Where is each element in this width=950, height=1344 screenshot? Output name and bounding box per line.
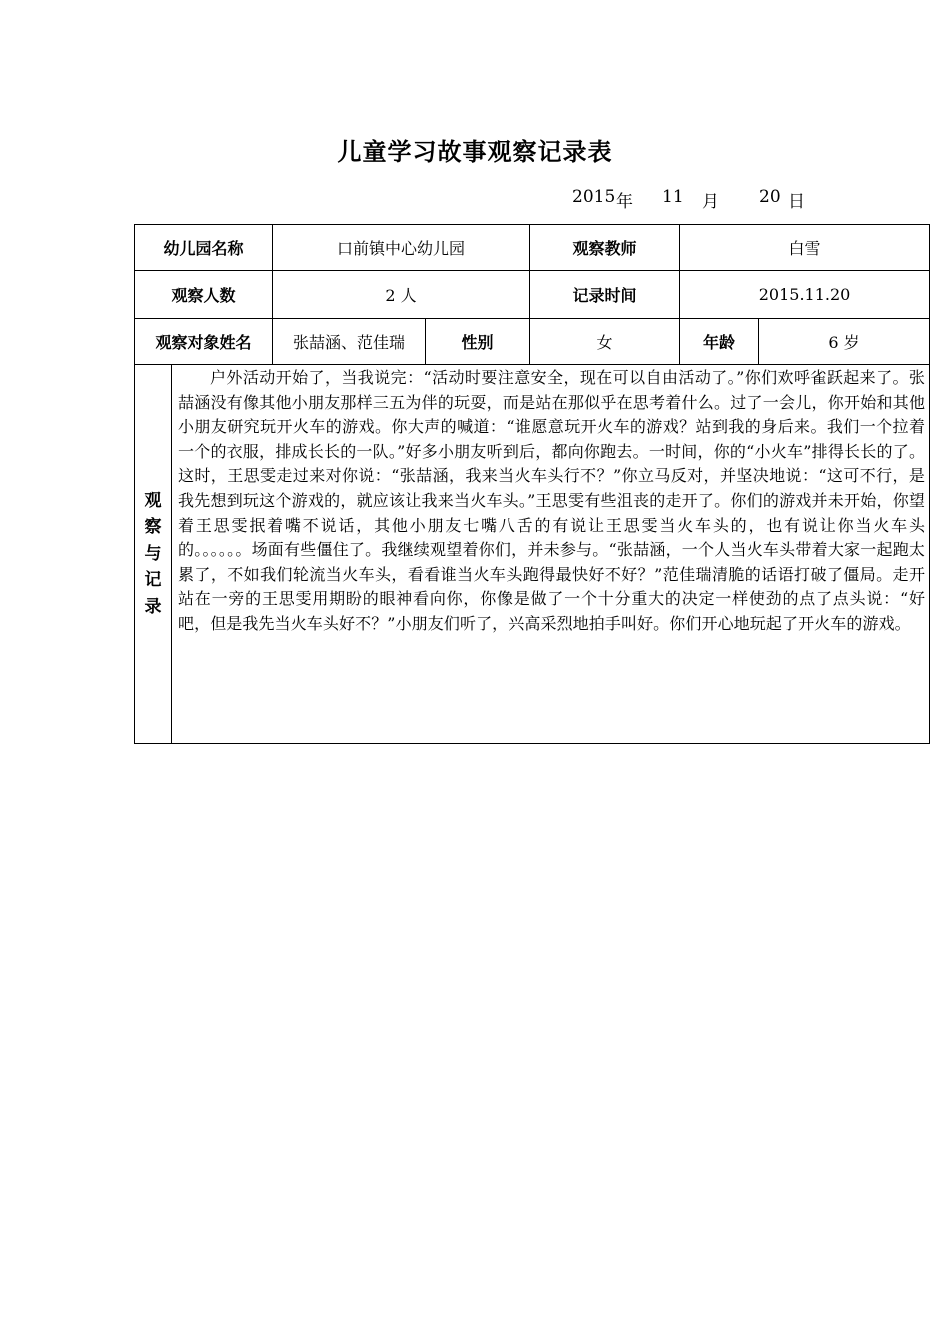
observed-count-value: 2 人 — [273, 271, 530, 319]
observation-record-cell — [172, 365, 930, 744]
teacher-label: 观察教师 — [530, 225, 680, 271]
page-title: 儿童学习故事观察记录表 — [337, 138, 613, 166]
date-year-unit: 年 — [616, 192, 633, 212]
record-label-char: 察 — [144, 517, 162, 538]
kindergarten-label: 幼儿园名称 — [135, 225, 273, 271]
date-year: 2015 — [572, 187, 616, 207]
date-day-unit: 日 — [788, 192, 805, 212]
record-time-label: 记录时间 — [530, 271, 680, 319]
table-row — [135, 225, 930, 271]
teacher-value: 白雪 — [680, 225, 930, 271]
date-month-unit: 月 — [702, 192, 719, 212]
record-label-char: 录 — [144, 596, 162, 617]
subject-name-label: 观察对象姓名 — [135, 319, 273, 365]
observation-record-label — [135, 365, 172, 744]
age-value: 6 岁 — [759, 319, 930, 365]
record-label-char: 与 — [144, 543, 162, 564]
observed-count-label: 观察人数 — [135, 271, 273, 319]
gender-label: 性别 — [426, 319, 530, 365]
date-month: 11 — [662, 187, 684, 207]
age-label: 年龄 — [680, 319, 759, 365]
record-time-value: 2015.11.20 — [680, 271, 930, 319]
observation-record-text: 户外活动开始了，当我说完：“活动时要注意安全，现在可以自由活动了。”你们欢呼雀跃起来了。张喆涵没有像其他小朋友那样三五为伴的玩耍，而是站在那似乎在思考着什么。过了一会儿，你开始和其他小朋友研究玩开火车的游戏。你大声的喊道：“谁愿意玩开火车的游戏？站到我的身后来。我们一个拉着一个的衣服，排成长长的一队。”好多小朋友听到后，都向你跑去。一时间，你的“小火车”排得长长的了。这时，王思雯走过来对你说：“张喆涵，我来当火车头行不？”你立马反对，并坚决地说：“这可不行，是我先想到玩这个游戏的，就应该让我来当火车头。”王思雯有些沮丧的走开了。你们的游戏并未开始，你望着王思雯抿着嘴不说话，其他小朋友七嘴八舌的有说让王思雯当火车头的，也有说让你当火车头的。。。。。。场面有些僵住了。我继续观望着你们，并未参与。“张喆涵，一个人当火车头带着大家一起跑太累了，不如我们轮流当火车头，看看谁当火车头跑得最快好不好？”范佳瑞清脆的话语打破了僵局。走开站在一旁的王思雯用期盼的眼神看向你，你像是做了一个十分重大的决定一样使劲的点了点头说：“好吧，但是我先当火车头好不？”小朋友们听了，兴高采烈地拍手叫好。你们开心地玩起了开火车的游戏。 — [178, 368, 926, 633]
table-row — [135, 365, 930, 744]
table-row — [135, 319, 930, 365]
table-row — [135, 271, 930, 319]
record-label-char: 观 — [144, 490, 162, 511]
record-label-char: 记 — [144, 570, 162, 591]
gender-value: 女 — [530, 319, 680, 365]
subject-name-value: 张喆涵、范佳瑞 — [273, 319, 426, 365]
date-day: 20 — [759, 187, 781, 207]
kindergarten-value: 口前镇中心幼儿园 — [273, 225, 530, 271]
observation-form-table — [134, 224, 930, 744]
